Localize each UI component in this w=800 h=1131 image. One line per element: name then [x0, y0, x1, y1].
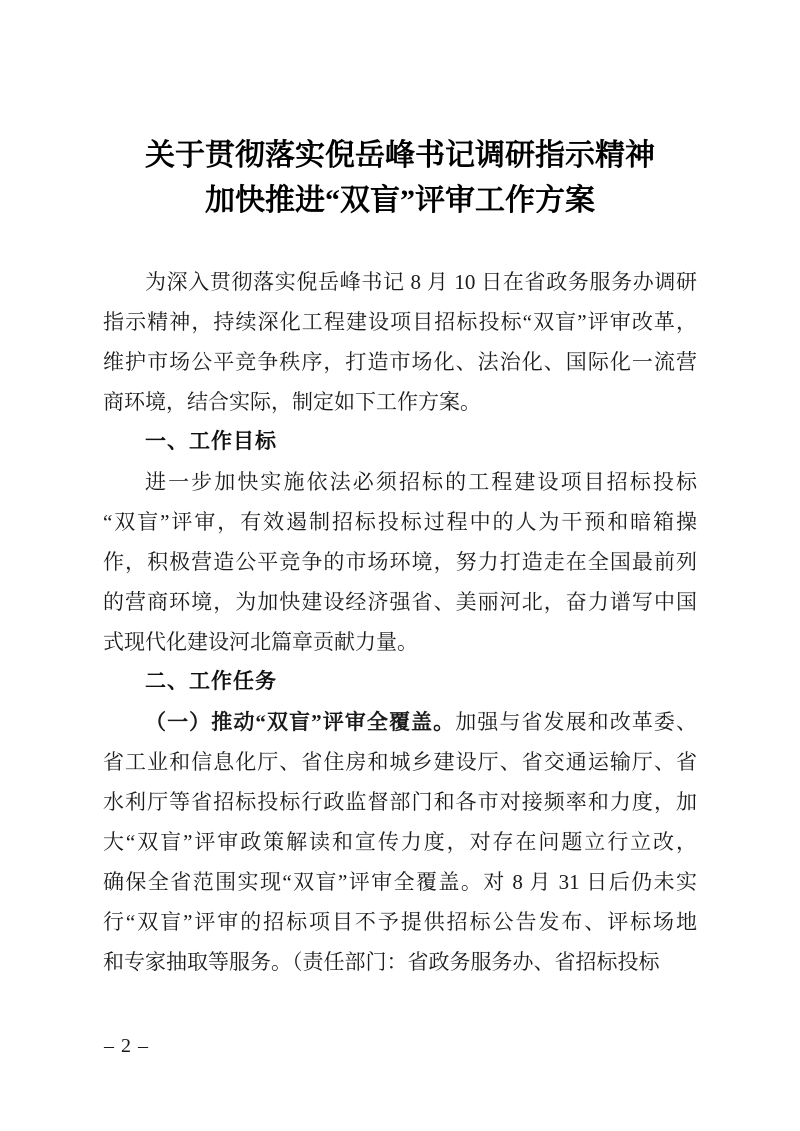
paragraph-line: “双盲”评审，有效遏制招标投标过程中的人为干预和暗箱操 [103, 510, 697, 534]
document-body [103, 262, 697, 982]
paragraph-line: 指示精神，持续深化工程建设项目招标投标“双盲”评审改革， [103, 310, 697, 334]
paragraph-line: 省工业和信息化厅、省住房和城乡建设厅、省交通运输厅、省 [103, 750, 697, 774]
paragraph-text: 加强与省发展和改革委、 [455, 710, 697, 734]
paragraph-line: 为深入贯彻落实倪岳峰书记 8 月 10 日在省政务服务办调研 [145, 270, 697, 294]
paragraph-line: 式现代化建设河北篇章贡献力量。 [103, 630, 418, 654]
paragraph-text: 和专家抽取等服务。 [103, 950, 292, 974]
page-number: – 2 – [104, 1035, 149, 1057]
task-item-title: （一）推动“双盲”评审全覆盖。 [145, 710, 456, 734]
paragraph-line: 维护市场公平竞争秩序，打造市场化、法治化、国际化一流营 [103, 350, 697, 374]
title-line-1: 关于贯彻落实倪岳峰书记调研指示精神 [145, 139, 655, 172]
paragraph-line: 行“双盲”评审的招标项目不予提供招标公告发布、评标场地 [103, 910, 697, 934]
section-heading-1: 一、工作目标 [145, 430, 277, 453]
paragraph-line: 确保全省范围实现“双盲”评审全覆盖。对 8 月 31 日后仍未实 [103, 870, 697, 894]
paragraph-line: 大“双盲”评审政策解读和宣传力度，对存在问题立行立改， [103, 830, 697, 854]
paragraph-line: 的营商环境，为加快建设经济强省、美丽河北，奋力谱写中国 [103, 590, 697, 614]
title-line-2: 加快推进“双盲”评审工作方案 [205, 184, 595, 217]
paragraph-line: 作，积极营造公平竞争的市场环境，努力打造走在全国最前列 [103, 550, 697, 574]
paragraph-line: 商环境，结合实际，制定如下工作方案。 [103, 390, 481, 414]
section-heading-2: 二、工作任务 [145, 670, 277, 693]
document-title [40, 133, 760, 223]
paragraph-line [103, 942, 697, 982]
paragraph-line [103, 702, 697, 742]
paragraph-line: 水利厅等省招标投标行政监督部门和各市对接频率和力度，加 [103, 790, 697, 814]
paragraph-line: 进一步加快实施依法必须招标的工程建设项目招标投标 [145, 470, 697, 494]
responsibility-note: （责任部门：省政务服务办、省招标投标 [292, 950, 660, 974]
